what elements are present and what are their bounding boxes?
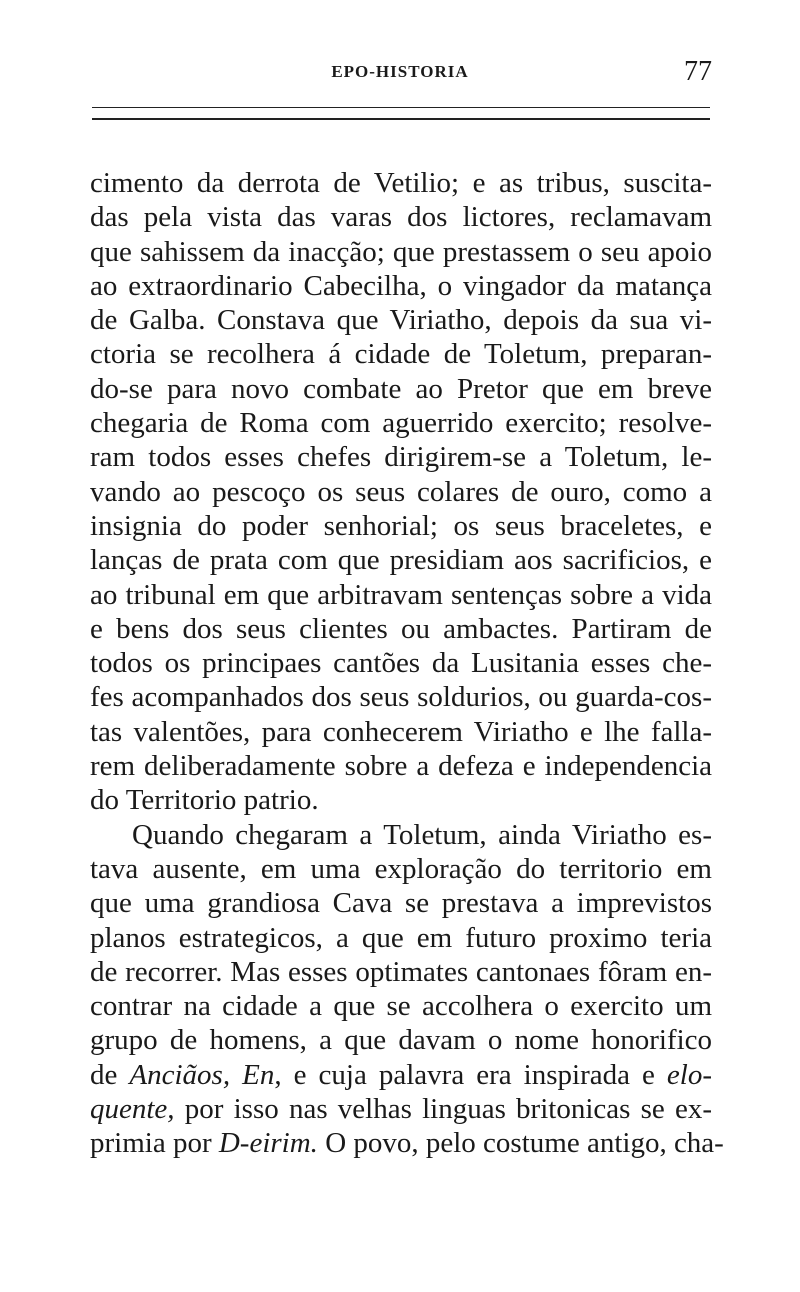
text-line: que uma grandiosa Cava se prestava a imprevistos <box>90 887 712 920</box>
text-line: ctoria se recolhera á cidade de Toletum, preparan- <box>90 338 712 371</box>
page-number: 77 <box>684 56 712 87</box>
text-line-paragraph-end: do Territorio patrio. <box>90 784 319 817</box>
text-line: das pela vista das varas dos lictores, reclamavam <box>90 201 712 234</box>
header-rule-bottom <box>92 118 710 120</box>
text-line: quente, por isso nas velhas linguas britonicas se ex- <box>90 1093 712 1126</box>
text-line: de Anciãos, En, e cuja palavra era inspirada e elo- <box>90 1058 713 1091</box>
text-line: tava ausente, em uma exploração do territorio em <box>90 852 712 885</box>
running-header: EPO-HISTORIA <box>331 62 469 81</box>
text-line: planos estrategicos, a que em futuro proximo teria <box>90 921 712 954</box>
text-line: de Galba. Constava que Viriatho, depois da sua vi- <box>90 304 712 337</box>
text-line: contrar na cidade a que se accolhera o exercito um <box>90 990 712 1023</box>
text-line: ram todos esses chefes dirigirem-se a Toletum, le- <box>90 441 712 474</box>
body-text <box>90 166 724 1161</box>
text-line: cimento da derrota de Vetilio; e as tribus, suscita- <box>90 167 712 199</box>
text-line: tas valentões, para conhecerem Viriatho e lhe falla- <box>90 715 712 748</box>
text-line: grupo de homens, a que davam o nome honorifico <box>90 1024 712 1057</box>
text-line: do-se para novo combate ao Pretor que em breve <box>90 372 712 405</box>
header-rule-top <box>92 107 710 108</box>
text-line: de recorrer. Mas esses optimates cantonaes fôram en- <box>90 955 712 988</box>
text-line: todos os principaes cantões da Lusitania esses che- <box>90 647 712 680</box>
text-line: insignia do poder senhorial; os seus braceletes, e <box>90 509 712 542</box>
text-line: ao tribunal em que arbitravam sentenças sobre a vida <box>90 578 712 611</box>
text-line: vando ao pescoço os seus colares de ouro, como a <box>90 475 712 508</box>
text-line: fes acompanhados dos seus soldurios, ou guarda-cos- <box>90 681 712 714</box>
text-line: rem deliberadamente sobre a defeza e independencia <box>90 750 712 783</box>
text-line: chegaria de Roma com aguerrido exercito; resolve- <box>90 407 712 440</box>
text-line: lanças de prata com que presidiam aos sacrificios, e <box>90 544 712 577</box>
text-line: e bens dos seus clientes ou ambactes. Partiram de <box>90 612 712 645</box>
text-line: ao extraordinario Cabecilha, o vingador da matança <box>90 269 712 302</box>
text-line-paragraph-start: Quando chegaram a Toletum, ainda Viriatho es- <box>132 818 712 851</box>
text-line: primia por D-eirim. O povo, pelo costume antigo, cha- <box>90 1127 724 1160</box>
text-line: que sahissem da inacção; que prestassem o seu apoio <box>90 235 712 268</box>
